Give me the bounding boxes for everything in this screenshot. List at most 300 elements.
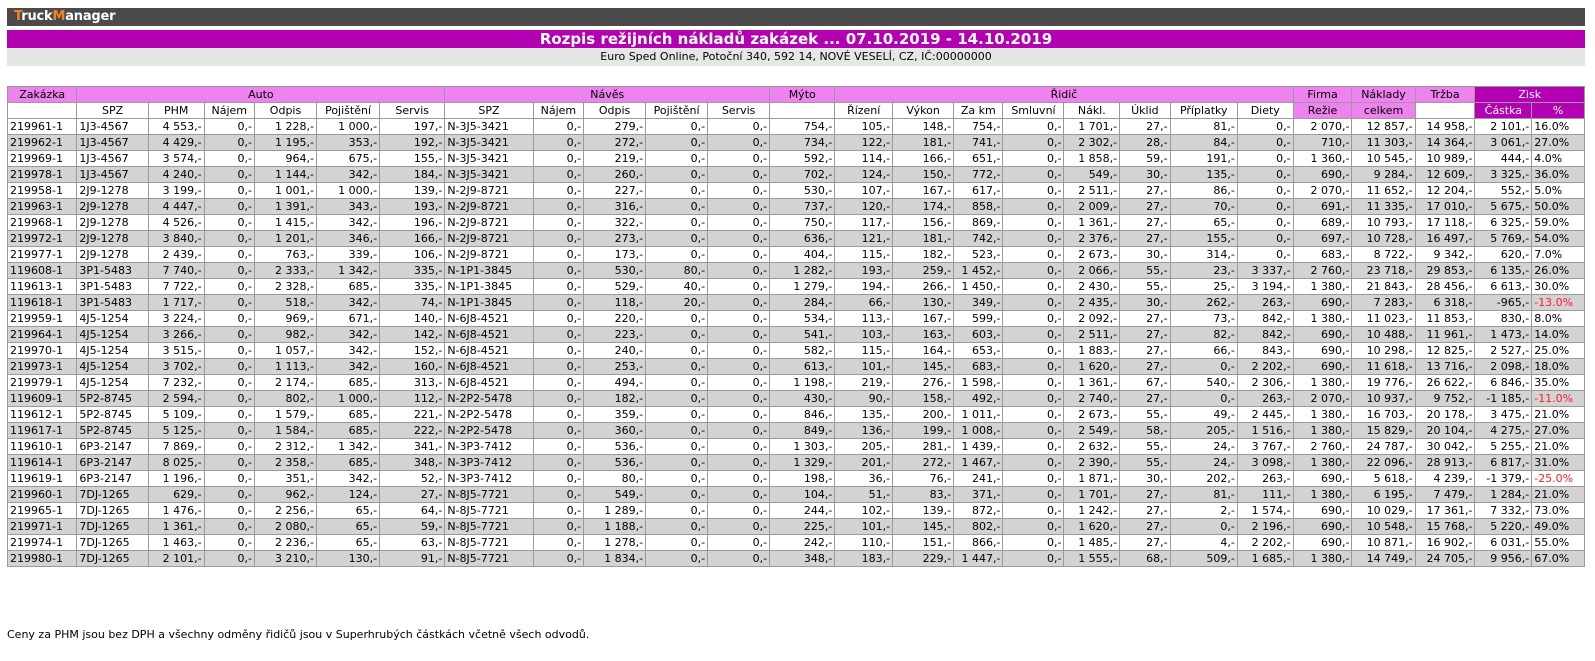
table-row bbox=[8, 455, 1585, 471]
table-cell: 260,- bbox=[584, 167, 646, 183]
table-cell: 0,- bbox=[646, 391, 708, 407]
table-cell: 1 701,- bbox=[1064, 487, 1120, 503]
table-cell: 1 242,- bbox=[1064, 503, 1120, 519]
table-cell: 27.0% bbox=[1532, 135, 1585, 151]
table-cell: 76,- bbox=[893, 471, 954, 487]
table-cell: 0,- bbox=[204, 407, 254, 423]
table-cell: 10 793,- bbox=[1352, 215, 1415, 231]
table-cell: 27.0% bbox=[1532, 423, 1585, 439]
table-cell: 163,- bbox=[893, 327, 954, 343]
table-cell: 1 289,- bbox=[584, 503, 646, 519]
table-cell: 636,- bbox=[770, 231, 835, 247]
table-cell: 0,- bbox=[1003, 263, 1064, 279]
table-cell: 22 096,- bbox=[1352, 455, 1415, 471]
table-cell: 1 278,- bbox=[584, 535, 646, 551]
table-cell: 101,- bbox=[835, 519, 893, 535]
table-cell: 0,- bbox=[533, 551, 583, 567]
table-cell: 0,- bbox=[1003, 391, 1064, 407]
table-cell: 65,- bbox=[1170, 215, 1237, 231]
table-cell: 846,- bbox=[770, 407, 835, 423]
table-cell: 754,- bbox=[770, 119, 835, 135]
table-cell: 0,- bbox=[1003, 503, 1064, 519]
table-cell: 55.0% bbox=[1532, 535, 1585, 551]
table-cell: 173,- bbox=[584, 247, 646, 263]
table-cell: 10 029,- bbox=[1352, 503, 1415, 519]
table-cell: 2 760,- bbox=[1293, 439, 1352, 455]
table-cell: 0,- bbox=[533, 311, 583, 327]
company-info: Euro Sped Online, Potoční 340, 592 14, NOVÉ VESELÍ, CZ, IČ:00000000 bbox=[7, 48, 1585, 66]
table-cell: 24,- bbox=[1170, 439, 1237, 455]
column-header: Smluvní bbox=[1003, 103, 1064, 119]
table-cell: 0,- bbox=[533, 455, 583, 471]
table-cell: 244,- bbox=[770, 503, 835, 519]
table-cell: 3 515,- bbox=[148, 343, 204, 359]
table-cell: 360,- bbox=[584, 423, 646, 439]
table-cell: 30,- bbox=[1120, 167, 1170, 183]
table-cell: 0,- bbox=[708, 375, 770, 391]
table-cell: 30,- bbox=[1120, 471, 1170, 487]
table-cell: 1 516,- bbox=[1237, 423, 1293, 439]
table-cell: 167,- bbox=[893, 183, 954, 199]
table-cell: 0,- bbox=[204, 471, 254, 487]
table-cell: 0,- bbox=[708, 183, 770, 199]
table-cell: 20 178,- bbox=[1415, 407, 1475, 423]
table-cell: 10 548,- bbox=[1352, 519, 1415, 535]
table-cell: 1 196,- bbox=[148, 471, 204, 487]
table-cell: 7DJ-1265 bbox=[77, 503, 148, 519]
table-cell: 119610-1 bbox=[8, 439, 77, 455]
table-cell: 872,- bbox=[954, 503, 1003, 519]
table-cell: 0,- bbox=[1003, 439, 1064, 455]
table-cell: 404,- bbox=[770, 247, 835, 263]
table-cell: 164,- bbox=[893, 343, 954, 359]
table-cell: N-6J8-4521 bbox=[445, 359, 533, 375]
table-row bbox=[8, 375, 1585, 391]
table-cell: N-1P1-3845 bbox=[445, 295, 533, 311]
table-cell: 0,- bbox=[533, 135, 583, 151]
table-cell: 284,- bbox=[770, 295, 835, 311]
table-cell: 259,- bbox=[893, 263, 954, 279]
column-header: SPZ bbox=[445, 103, 533, 119]
table-cell: 16 497,- bbox=[1415, 231, 1475, 247]
table-cell: 6 325,- bbox=[1475, 215, 1532, 231]
table-cell: 1J3-4567 bbox=[77, 167, 148, 183]
table-cell: 279,- bbox=[584, 119, 646, 135]
table-cell: 3 061,- bbox=[1475, 135, 1532, 151]
table-cell: 225,- bbox=[770, 519, 835, 535]
table-cell: 198,- bbox=[770, 471, 835, 487]
table-cell: 3 840,- bbox=[148, 231, 204, 247]
table-cell: 0,- bbox=[204, 215, 254, 231]
table-cell: 0,- bbox=[646, 247, 708, 263]
table-cell: 12 204,- bbox=[1415, 183, 1475, 199]
table-cell: 73,- bbox=[1170, 311, 1237, 327]
table-cell: 2 760,- bbox=[1293, 263, 1352, 279]
table-cell: 148,- bbox=[893, 119, 954, 135]
table-cell: 2J9-1278 bbox=[77, 215, 148, 231]
table-cell: 2 740,- bbox=[1064, 391, 1120, 407]
table-cell: 0,- bbox=[204, 439, 254, 455]
table-cell: 0,- bbox=[708, 295, 770, 311]
column-header bbox=[8, 103, 77, 119]
table-cell: 30,- bbox=[1120, 247, 1170, 263]
table-cell: 106,- bbox=[380, 247, 445, 263]
table-cell: 552,- bbox=[1475, 183, 1532, 199]
table-cell: 866,- bbox=[954, 535, 1003, 551]
table-cell: 0,- bbox=[1003, 311, 1064, 327]
table-cell: 3 767,- bbox=[1237, 439, 1293, 455]
table-cell: 73.0% bbox=[1532, 503, 1585, 519]
column-header: Řízení bbox=[835, 103, 893, 119]
table-cell: 191,- bbox=[1170, 151, 1237, 167]
table-cell: 5P2-8745 bbox=[77, 423, 148, 439]
table-cell: 17 118,- bbox=[1415, 215, 1475, 231]
table-cell: 1 476,- bbox=[148, 503, 204, 519]
table-cell: 0,- bbox=[646, 183, 708, 199]
table-cell: 1 380,- bbox=[1293, 455, 1352, 471]
table-cell: 1 380,- bbox=[1293, 487, 1352, 503]
table-cell: 26.0% bbox=[1532, 263, 1585, 279]
table-cell: 119613-1 bbox=[8, 279, 77, 295]
table-cell: 27,- bbox=[1120, 215, 1170, 231]
table-cell: N-3J5-3421 bbox=[445, 119, 533, 135]
table-cell: 219962-1 bbox=[8, 135, 77, 151]
table-cell: 2 070,- bbox=[1293, 119, 1352, 135]
table-cell: 205,- bbox=[1170, 423, 1237, 439]
table-cell: 135,- bbox=[1170, 167, 1237, 183]
table-cell: 0,- bbox=[1003, 199, 1064, 215]
table-cell: 7DJ-1265 bbox=[77, 487, 148, 503]
table-cell: 0,- bbox=[646, 375, 708, 391]
table-cell: 276,- bbox=[893, 375, 954, 391]
table-cell: 2,- bbox=[1170, 503, 1237, 519]
table-cell: 371,- bbox=[954, 487, 1003, 503]
table-cell: 201,- bbox=[835, 455, 893, 471]
table-cell: 0,- bbox=[533, 167, 583, 183]
group-ridic: Řidič bbox=[835, 87, 1293, 103]
table-row bbox=[8, 439, 1585, 455]
table-cell: 342,- bbox=[317, 327, 380, 343]
table-cell: 842,- bbox=[1237, 311, 1293, 327]
table-cell: 0,- bbox=[1003, 151, 1064, 167]
column-header: Odpis bbox=[255, 103, 317, 119]
table-cell: 130,- bbox=[317, 551, 380, 567]
table-cell: 3 337,- bbox=[1237, 263, 1293, 279]
table-cell: 843,- bbox=[1237, 343, 1293, 359]
table-cell: 0,- bbox=[1003, 455, 1064, 471]
table-cell: 0,- bbox=[708, 215, 770, 231]
table-cell: 592,- bbox=[770, 151, 835, 167]
table-cell: 0,- bbox=[1003, 375, 1064, 391]
table-cell: 30.0% bbox=[1532, 279, 1585, 295]
table-cell: 0,- bbox=[204, 199, 254, 215]
table-cell: 24 787,- bbox=[1352, 439, 1415, 455]
table-body bbox=[8, 119, 1585, 567]
table-cell: 7.0% bbox=[1532, 247, 1585, 263]
table-cell: 0,- bbox=[1237, 247, 1293, 263]
table-cell: 1 380,- bbox=[1293, 375, 1352, 391]
table-cell: 1 188,- bbox=[584, 519, 646, 535]
column-header: Odpis bbox=[584, 103, 646, 119]
table-cell: 603,- bbox=[954, 327, 1003, 343]
table-cell: 55,- bbox=[1120, 407, 1170, 423]
table-cell: 155,- bbox=[380, 151, 445, 167]
column-header: Servis bbox=[380, 103, 445, 119]
cost-table-container bbox=[7, 86, 1585, 567]
table-cell: 58,- bbox=[1120, 423, 1170, 439]
table-cell: 1 284,- bbox=[1475, 487, 1532, 503]
table-cell: 193,- bbox=[835, 263, 893, 279]
table-cell: 81,- bbox=[1170, 119, 1237, 135]
table-cell: 1 001,- bbox=[255, 183, 317, 199]
table-cell: 7 283,- bbox=[1352, 295, 1415, 311]
table-cell: 0,- bbox=[646, 311, 708, 327]
table-cell: 802,- bbox=[954, 519, 1003, 535]
table-cell: 6 318,- bbox=[1415, 295, 1475, 311]
table-cell: 27,- bbox=[1120, 535, 1170, 551]
table-cell: 1 008,- bbox=[954, 423, 1003, 439]
table-cell: 12 857,- bbox=[1352, 119, 1415, 135]
table-cell: 219970-1 bbox=[8, 343, 77, 359]
table-cell: 35.0% bbox=[1532, 375, 1585, 391]
table-cell: 675,- bbox=[317, 151, 380, 167]
table-cell: 1 000,- bbox=[317, 391, 380, 407]
column-header: Výkon bbox=[893, 103, 954, 119]
table-cell: 15 768,- bbox=[1415, 519, 1475, 535]
table-cell: 11 652,- bbox=[1352, 183, 1415, 199]
table-cell: 55,- bbox=[1120, 439, 1170, 455]
table-cell: N-3P3-7412 bbox=[445, 471, 533, 487]
table-cell: 540,- bbox=[1170, 375, 1237, 391]
table-cell: 2 101,- bbox=[1475, 119, 1532, 135]
table-cell: 1 685,- bbox=[1237, 551, 1293, 567]
table-cell: 55,- bbox=[1120, 263, 1170, 279]
table-cell: 273,- bbox=[584, 231, 646, 247]
table-cell: 0,- bbox=[1003, 247, 1064, 263]
table-cell: 0,- bbox=[646, 439, 708, 455]
table-cell: 0,- bbox=[1003, 119, 1064, 135]
table-cell: 0,- bbox=[204, 231, 254, 247]
column-header: Úklid bbox=[1120, 103, 1170, 119]
table-cell: 869,- bbox=[954, 215, 1003, 231]
table-cell: 3 199,- bbox=[148, 183, 204, 199]
table-cell: 0,- bbox=[708, 119, 770, 135]
table-cell: 7DJ-1265 bbox=[77, 535, 148, 551]
table-cell: 24,- bbox=[1170, 455, 1237, 471]
table-cell: 7 479,- bbox=[1415, 487, 1475, 503]
table-cell: 183,- bbox=[835, 551, 893, 567]
table-cell: 349,- bbox=[954, 295, 1003, 311]
table-cell: 156,- bbox=[893, 215, 954, 231]
table-cell: 1J3-4567 bbox=[77, 135, 148, 151]
table-cell: 0,- bbox=[708, 455, 770, 471]
table-cell: 200,- bbox=[893, 407, 954, 423]
table-cell: 219977-1 bbox=[8, 247, 77, 263]
table-cell: 83,- bbox=[893, 487, 954, 503]
table-cell: 549,- bbox=[584, 487, 646, 503]
column-header: Nákl. bbox=[1064, 103, 1120, 119]
table-cell: 0,- bbox=[1170, 519, 1237, 535]
table-cell: 7 740,- bbox=[148, 263, 204, 279]
table-cell: 0,- bbox=[708, 471, 770, 487]
table-cell: 192,- bbox=[380, 135, 445, 151]
table-cell: 6 031,- bbox=[1475, 535, 1532, 551]
table-cell: 74,- bbox=[380, 295, 445, 311]
table-cell: 0,- bbox=[646, 551, 708, 567]
table-cell: 122,- bbox=[835, 135, 893, 151]
table-cell: 683,- bbox=[1293, 247, 1352, 263]
table-cell: 4 526,- bbox=[148, 215, 204, 231]
table-cell: 1 467,- bbox=[954, 455, 1003, 471]
table-cell: 0,- bbox=[533, 183, 583, 199]
table-cell: 119608-1 bbox=[8, 263, 77, 279]
table-cell: 1 579,- bbox=[255, 407, 317, 423]
table-cell: 0,- bbox=[708, 487, 770, 503]
table-cell: 0,- bbox=[533, 471, 583, 487]
table-cell: 653,- bbox=[954, 343, 1003, 359]
table-cell: 1 415,- bbox=[255, 215, 317, 231]
table-cell: 2 527,- bbox=[1475, 343, 1532, 359]
table-row bbox=[8, 215, 1585, 231]
table-cell: 27,- bbox=[1120, 359, 1170, 375]
table-cell: 219971-1 bbox=[8, 519, 77, 535]
table-cell: 6P3-2147 bbox=[77, 439, 148, 455]
table-cell: 530,- bbox=[770, 183, 835, 199]
table-cell: 5P2-8745 bbox=[77, 391, 148, 407]
table-cell: 0,- bbox=[1237, 167, 1293, 183]
table-cell: 64,- bbox=[380, 503, 445, 519]
table-cell: 0,- bbox=[1003, 519, 1064, 535]
table-cell: 6 846,- bbox=[1475, 375, 1532, 391]
table-cell: 221,- bbox=[380, 407, 445, 423]
table-cell: 119617-1 bbox=[8, 423, 77, 439]
table-cell: 27,- bbox=[1120, 343, 1170, 359]
table-cell: 0,- bbox=[646, 503, 708, 519]
table-cell: 2 302,- bbox=[1064, 135, 1120, 151]
table-cell: 0,- bbox=[533, 151, 583, 167]
table-cell: 27,- bbox=[1120, 503, 1170, 519]
table-cell: 10 488,- bbox=[1352, 327, 1415, 343]
table-row bbox=[8, 551, 1585, 567]
column-header: Příplatky bbox=[1170, 103, 1237, 119]
table-cell: 27,- bbox=[380, 487, 445, 503]
table-cell: 1 473,- bbox=[1475, 327, 1532, 343]
table-cell: 219958-1 bbox=[8, 183, 77, 199]
table-cell: 31.0% bbox=[1532, 455, 1585, 471]
table-cell: 3 266,- bbox=[148, 327, 204, 343]
table-row bbox=[8, 503, 1585, 519]
table-cell: 14 958,- bbox=[1415, 119, 1475, 135]
table-cell: 66,- bbox=[1170, 343, 1237, 359]
table-cell: 969,- bbox=[255, 311, 317, 327]
table-cell: 9 956,- bbox=[1475, 551, 1532, 567]
table-cell: 0,- bbox=[204, 423, 254, 439]
table-cell: 0,- bbox=[204, 375, 254, 391]
table-cell: 0,- bbox=[533, 487, 583, 503]
table-cell: 343,- bbox=[317, 199, 380, 215]
table-cell: 115,- bbox=[835, 343, 893, 359]
table-cell: 1 303,- bbox=[770, 439, 835, 455]
table-cell: 0,- bbox=[646, 407, 708, 423]
table-cell: 167,- bbox=[893, 311, 954, 327]
table-cell: 219959-1 bbox=[8, 311, 77, 327]
table-row bbox=[8, 311, 1585, 327]
table-cell: 49.0% bbox=[1532, 519, 1585, 535]
table-cell: 2 549,- bbox=[1064, 423, 1120, 439]
table-cell: 1 361,- bbox=[148, 519, 204, 535]
table-cell: 1 201,- bbox=[255, 231, 317, 247]
table-cell: 685,- bbox=[317, 407, 380, 423]
table-cell: 67.0% bbox=[1532, 551, 1585, 567]
table-cell: N-2J9-8721 bbox=[445, 231, 533, 247]
table-cell: 23,- bbox=[1170, 263, 1237, 279]
table-row bbox=[8, 295, 1585, 311]
table-cell: 81,- bbox=[1170, 487, 1237, 503]
table-cell: 802,- bbox=[255, 391, 317, 407]
table-cell: 0,- bbox=[646, 151, 708, 167]
table-cell: 0,- bbox=[533, 231, 583, 247]
table-cell: 0,- bbox=[204, 119, 254, 135]
table-cell: 1 391,- bbox=[255, 199, 317, 215]
table-cell: 119618-1 bbox=[8, 295, 77, 311]
table-cell: 15 829,- bbox=[1352, 423, 1415, 439]
table-cell: 0,- bbox=[1003, 343, 1064, 359]
table-cell: 5P2-8745 bbox=[77, 407, 148, 423]
table-cell: 0,- bbox=[204, 519, 254, 535]
table-cell: 3 574,- bbox=[148, 151, 204, 167]
table-cell: 0,- bbox=[646, 231, 708, 247]
table-cell: 182,- bbox=[584, 391, 646, 407]
table-cell: 1 452,- bbox=[954, 263, 1003, 279]
table-cell: 124,- bbox=[835, 167, 893, 183]
table-cell: 8 025,- bbox=[148, 455, 204, 471]
table-cell: 166,- bbox=[380, 231, 445, 247]
table-cell: 0,- bbox=[204, 135, 254, 151]
table-cell: 7 869,- bbox=[148, 439, 204, 455]
table-row bbox=[8, 135, 1585, 151]
table-cell: 3 475,- bbox=[1475, 407, 1532, 423]
table-cell: 219980-1 bbox=[8, 551, 77, 567]
table-cell: 1 329,- bbox=[770, 455, 835, 471]
table-cell: 27,- bbox=[1120, 199, 1170, 215]
table-cell: 2 092,- bbox=[1064, 311, 1120, 327]
table-cell: 690,- bbox=[1293, 535, 1352, 551]
table-cell: 494,- bbox=[584, 375, 646, 391]
column-header: Nájem bbox=[204, 103, 254, 119]
table-row bbox=[8, 247, 1585, 263]
table-cell: 59,- bbox=[380, 519, 445, 535]
table-cell: 0,- bbox=[1003, 135, 1064, 151]
table-cell: 142,- bbox=[380, 327, 445, 343]
table-cell: 119609-1 bbox=[8, 391, 77, 407]
table-cell: 2 070,- bbox=[1293, 391, 1352, 407]
table-cell: 10 298,- bbox=[1352, 343, 1415, 359]
table-cell: 0,- bbox=[533, 519, 583, 535]
table-cell: -25.0% bbox=[1532, 471, 1585, 487]
table-cell: 65,- bbox=[317, 535, 380, 551]
table-cell: 1J3-4567 bbox=[77, 151, 148, 167]
table-cell: 8 722,- bbox=[1352, 247, 1415, 263]
table-cell: 3P1-5483 bbox=[77, 279, 148, 295]
table-cell: 0,- bbox=[708, 535, 770, 551]
table-cell: 14 749,- bbox=[1352, 551, 1415, 567]
table-cell: 13 716,- bbox=[1415, 359, 1475, 375]
table-cell: 4J5-1254 bbox=[77, 311, 148, 327]
table-cell: 1 871,- bbox=[1064, 471, 1120, 487]
table-cell: 220,- bbox=[584, 311, 646, 327]
table-cell: 0,- bbox=[708, 327, 770, 343]
table-cell: 24 705,- bbox=[1415, 551, 1475, 567]
